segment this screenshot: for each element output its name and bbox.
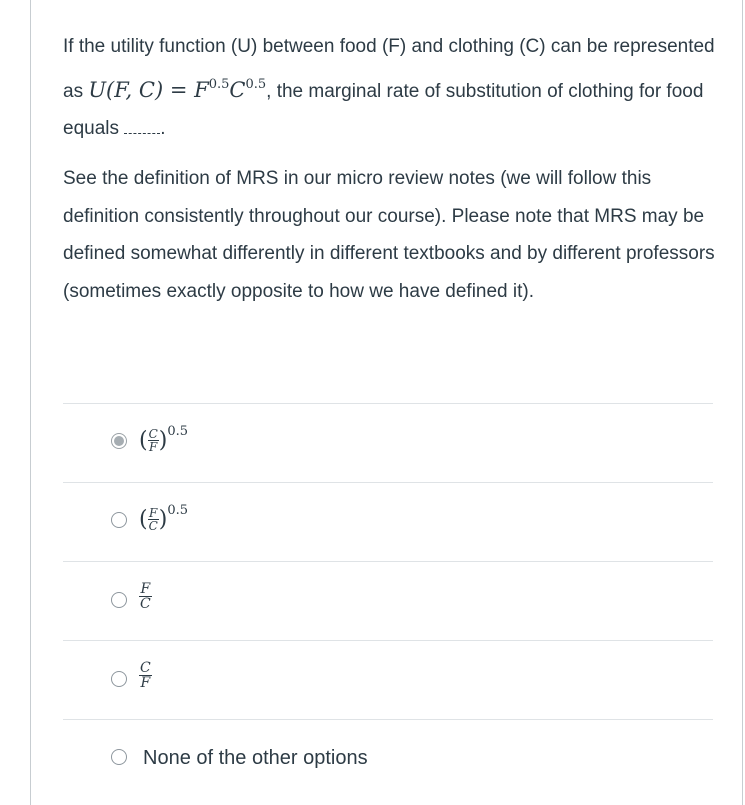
answer-option-3[interactable] [63, 561, 713, 640]
radio-option-1[interactable] [111, 433, 127, 449]
question-part1: If the utility function (U) between food (F) and clothing (C) can be represented as [63, 36, 715, 102]
answer-formula-1: ( $\frac{C}{F}$ )$^{0.5}$ [139, 424, 189, 454]
formula-exp-c: 0.5 [245, 76, 267, 92]
formula-equals: = [163, 77, 195, 102]
fraction-numerator: F [149, 506, 158, 520]
formula-base-f: F [194, 77, 209, 102]
answer-option-1[interactable] [63, 403, 713, 482]
question-part2: , the marginal rate of substitution of clothing for food equals [63, 80, 704, 139]
fraction-denominator: F [140, 675, 151, 691]
question-period: . [160, 118, 166, 139]
question-text [63, 28, 723, 148]
formula-lhs: U(F, C) [88, 77, 164, 102]
radio-option-5[interactable] [111, 749, 127, 765]
quiz-panel [30, 0, 743, 805]
answer-text-5: None of the other options [143, 747, 368, 769]
answer-blank [124, 119, 160, 134]
mrs-note: See the definition of MRS in our micro review notes (we will follow this definition consistently throughout our course). Please note that MRS may be defined somewhat differently in different textbooks and by different professors (sometimes exactly opposite to how we have defined it). [63, 168, 715, 302]
radio-option-3[interactable] [111, 592, 127, 608]
fraction-numerator: F [140, 581, 151, 597]
formula-exp-f: 0.5 [208, 76, 230, 92]
answer-list [63, 403, 713, 798]
radio-option-2[interactable] [111, 512, 127, 528]
answer-option-5[interactable] [63, 719, 713, 798]
fraction-denominator: F [149, 440, 158, 454]
fraction-denominator: C [140, 596, 151, 612]
fraction-numerator: C [148, 427, 158, 441]
radio-option-4[interactable] [111, 671, 127, 687]
fraction-denominator: C [148, 519, 158, 533]
answer-formula-4 [139, 661, 152, 690]
fraction-exponent: 0.5 [167, 503, 189, 518]
answer-formula-3 [139, 582, 152, 611]
answer-option-4[interactable] [63, 640, 713, 719]
fraction-exponent: 0.5 [167, 424, 189, 439]
answer-formula-2: ( $\frac{F}{C}$ )$^{0.5}$ [139, 503, 189, 533]
answer-option-2[interactable] [63, 482, 713, 561]
fraction-numerator: C [140, 660, 151, 676]
utility-formula [88, 78, 266, 102]
formula-base-c: C [229, 77, 246, 102]
